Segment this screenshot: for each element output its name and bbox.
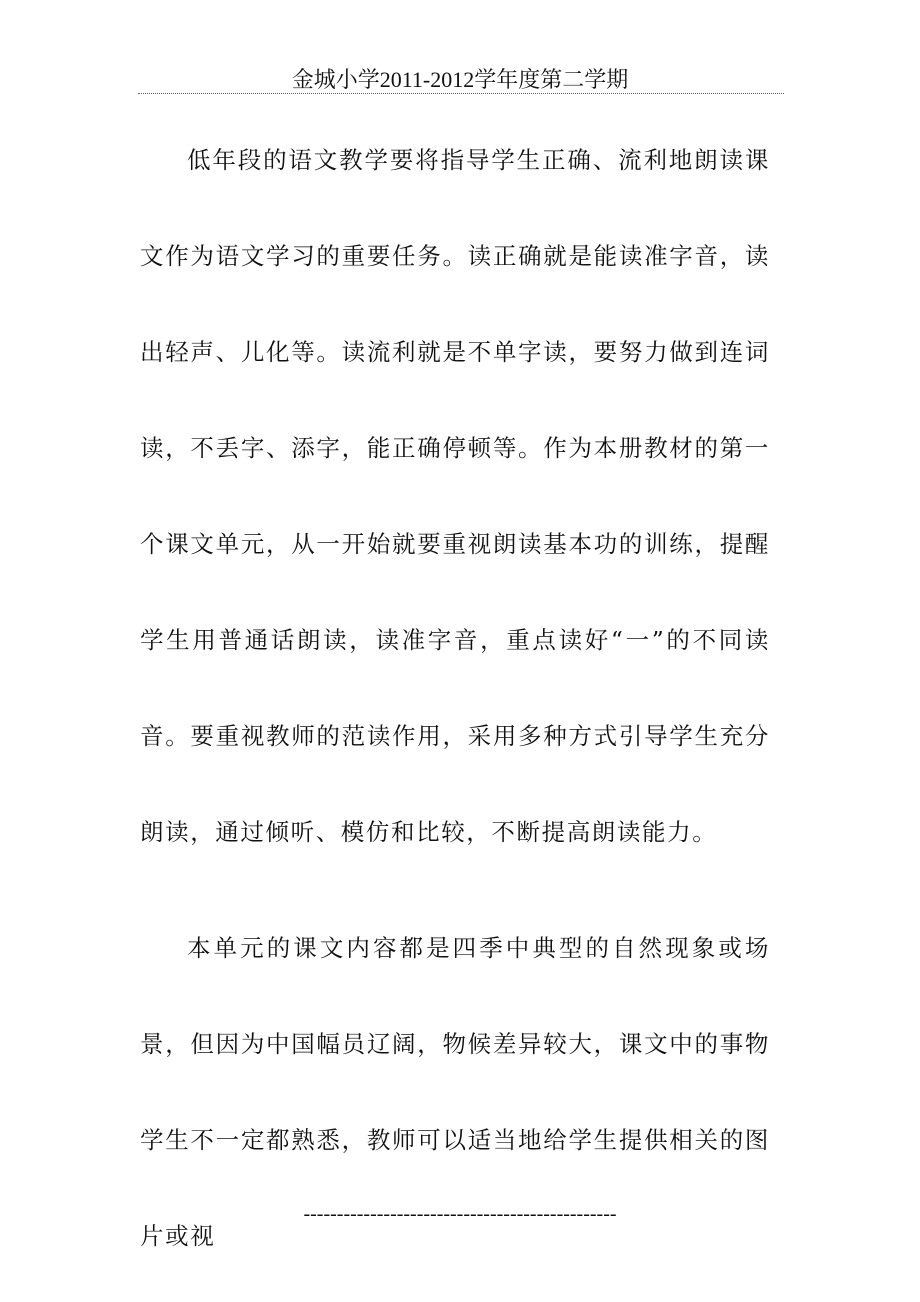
page-header-title: 金城小学2011-2012学年度第二学期 [291, 67, 629, 92]
footer-dashed-rule: ----------------------------------------------- [303, 1203, 617, 1225]
body-paragraph-2: 本单元的课文内容都是四季中典型的自然现象或场景，但因为中国幅员辽阔，物候差异较大，课文中的事物学生不一定都熟悉，教师可以适当地给学生提供相关的图片或视 [140, 934, 770, 1250]
body-paragraph-1: 低年段的语文教学要将指导学生正确、流利地朗读课文作为语文学习的重要任务。读正确就是能读准字音，读出轻声、儿化等。读流利就是不单字读，要努力做到连词读，不丢字、添字，能正确停顿等。作为本册教材的第一个课文单元，从一开始就要重视朗读基本功的训练，提醒学生用普通话朗读，读准字音，重点读好“一”的不同读音。要重视教师的范读作用，采用多种方式引导学生充分朗读，通过倾听、模仿和比较，不断提高朗读能力。 [140, 146, 770, 846]
header-divider [138, 93, 784, 94]
